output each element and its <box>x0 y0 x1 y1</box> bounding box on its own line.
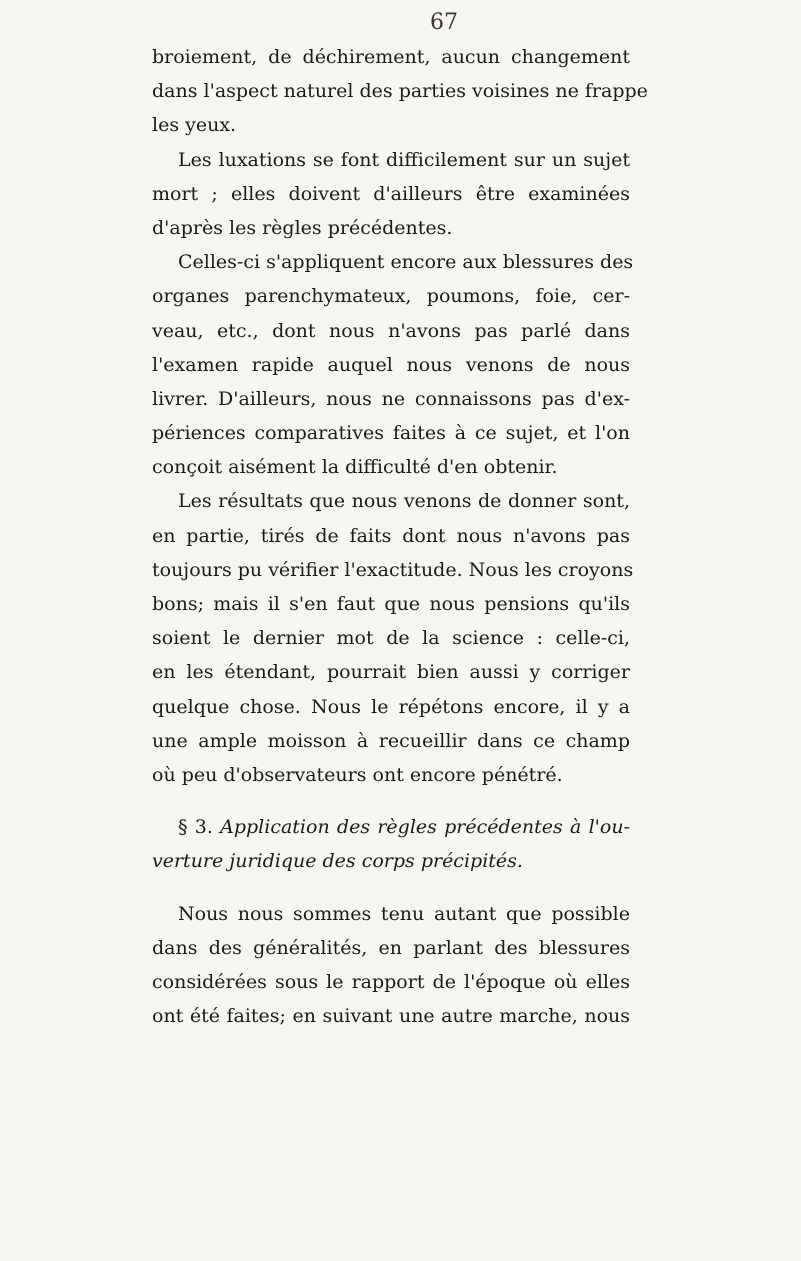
text-line: conçoit aisément la difficulté d'en obtenir. <box>152 456 558 479</box>
body-text <box>152 40 648 1033</box>
text-line: dans des généralités, en parlant des blessures <box>152 936 630 959</box>
text-line: organes parenchymateux, poumons, foie, cer- <box>152 285 630 308</box>
text-line: périences comparatives faites à ce sujet, et l'on <box>152 422 630 445</box>
text-line: ont été faites; en suivant une autre marche, nous <box>152 1005 630 1028</box>
text-line: une ample moisson à recueillir dans ce champ <box>152 729 630 752</box>
text-line: mort ; elles doivent d'ailleurs être examinées <box>152 182 630 205</box>
section-title-part: verture juridique des corps précipités. <box>152 850 523 873</box>
section-spacer <box>152 879 630 897</box>
text-line: broiement, de déchirement, aucun changement <box>152 46 630 68</box>
text-line: Nous nous sommes tenu autant que possible <box>178 902 630 925</box>
text-line: dans l'aspect naturel des parties voisines ne frappe <box>152 80 648 103</box>
text-line: bons; mais il s'en faut que nous pensions qu'ils <box>152 593 630 615</box>
text-line: considérées sous le rapport de l'époque où elles <box>152 970 630 993</box>
paragraph <box>152 143 630 246</box>
page-number: 67 <box>430 10 458 35</box>
text-line: Les résultats que nous venons de donner sont, <box>178 490 630 513</box>
text-line: en les étendant, pourrait bien aussi y corriger <box>152 661 630 684</box>
text-line: les yeux. <box>152 114 237 137</box>
section-heading-line <box>152 810 630 844</box>
paragraph <box>152 897 630 1034</box>
paragraph <box>152 40 648 143</box>
text-line: Les luxations se font difficilement sur un sujet <box>178 148 630 171</box>
text-line: en partie, tirés de faits dont nous n'avons pas <box>152 524 630 547</box>
section-spacer <box>152 792 630 810</box>
section-title-part: Application des règles précédentes à l'ou- <box>220 816 630 839</box>
text-line: l'examen rapide auquel nous venons de nous <box>152 353 630 376</box>
section-heading <box>152 810 630 878</box>
blank-page-margin <box>0 1200 801 1261</box>
text-line: toujours pu vérifier l'exactitude. Nous les croyons <box>152 558 634 581</box>
text-line: Celles-ci s'appliquent encore aux blessures des <box>178 251 634 274</box>
text-line: d'après les règles précédentes. <box>152 216 453 239</box>
paragraph <box>152 484 634 792</box>
text-line: quelque chose. Nous le répétons encore, il y a <box>152 695 630 718</box>
text-line: soient le dernier mot de la science : celle-ci, <box>152 627 630 650</box>
section-mark: § 3. <box>178 816 213 839</box>
text-line: livrer. D'ailleurs, nous ne connaissons pas d'ex- <box>152 387 630 410</box>
text-line: où peu d'observateurs ont encore pénétré. <box>152 763 563 786</box>
text-line: veau, etc., dont nous n'avons pas parlé dans <box>152 319 630 342</box>
paragraph <box>152 245 634 484</box>
